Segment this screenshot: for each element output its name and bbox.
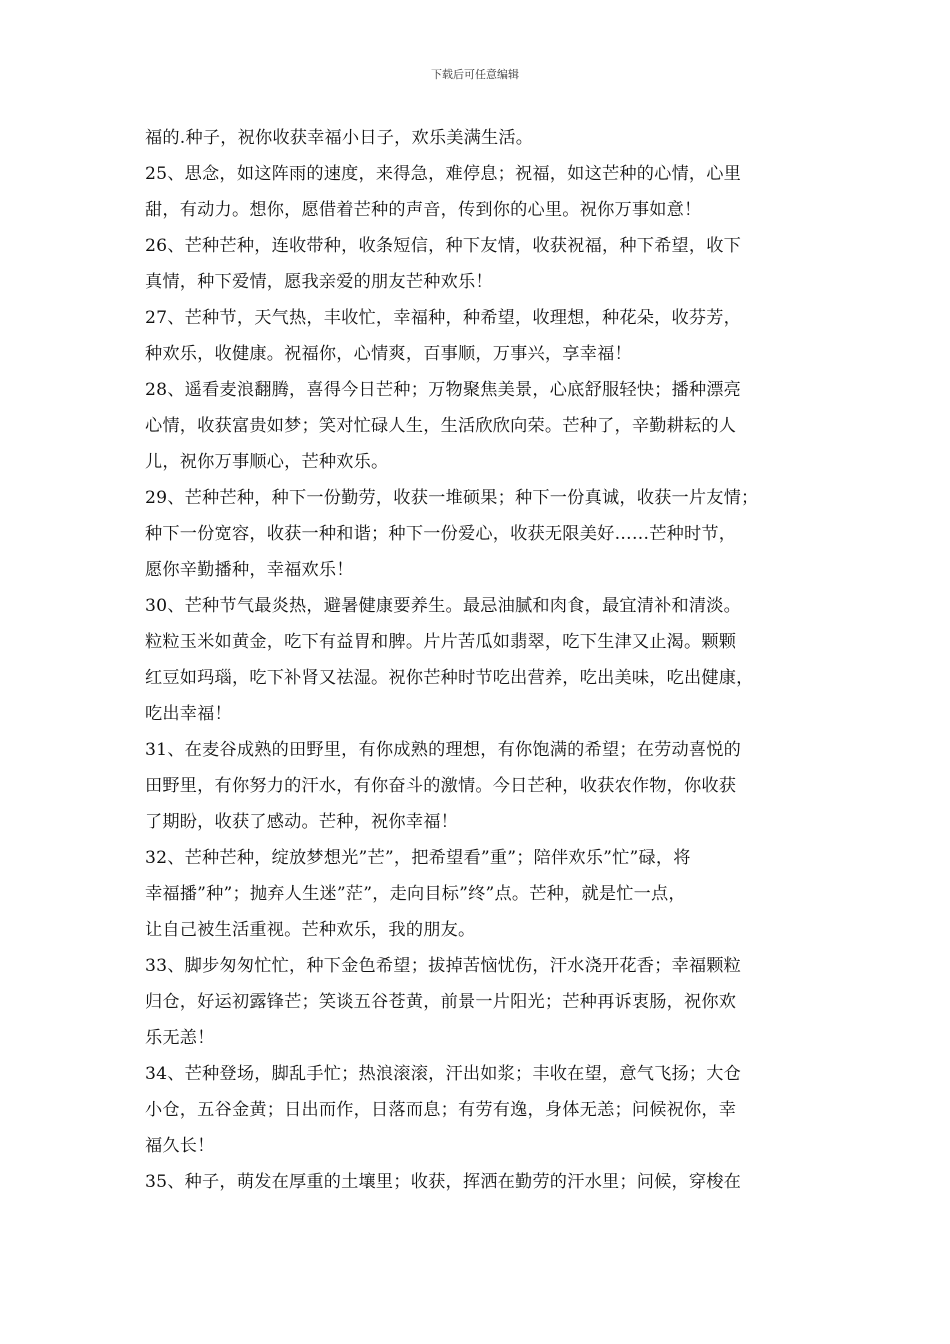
text-line: 甜，有动力。想你，愿借着芒种的声音，传到你的心里。祝你万事如意！ (145, 200, 702, 220)
text-line: 乐无恙！ (145, 1028, 215, 1048)
text-line: 34、芒种登场，脚乱手忙；热浪滚滚，汗出如浆；丰收在望，意气飞扬；大仓 (145, 1064, 742, 1084)
text-line: 心情，收获富贵如梦；笑对忙碌人生，生活欣欣向荣。芒种了，辛勤耕耘的人 (145, 416, 737, 436)
text-line: 28、遥看麦浪翻腾，喜得今日芒种；万物聚焦美景，心底舒服轻快；播种漂亮 (145, 380, 742, 400)
text-line: 30、芒种节气最炎热，避暑健康要养生。最忌油腻和肉食，最宜清补和清淡。 (145, 596, 742, 616)
text-line: 真情，种下爱情，愿我亲爱的朋友芒种欢乐！ (145, 272, 493, 292)
text-line: 32、芒种芒种，绽放梦想光”芒”，把希望看”重”；陪伴欢乐”忙”碌，将 (145, 848, 691, 868)
text-line: 福的.种子，祝你收获幸福小日子，欢乐美满生活。 (145, 128, 534, 148)
text-line: 27、芒种节，天气热，丰收忙，幸福种，种希望，收理想，种花朵，收芬芳， (145, 308, 742, 328)
text-line: 归仓，好运初露锋芒；笑谈五谷苍黄，前景一片阳光；芒种再诉衷肠，祝你欢 (145, 992, 737, 1012)
text-line: 愿你辛勤播种，幸福欢乐！ (145, 560, 354, 580)
text-line: 种下一份宽容，收获一种和谐；种下一份爱心，收获无限美好……芒种时节， (145, 524, 737, 544)
text-line: 35、种子，萌发在厚重的土壤里；收获，挥洒在勤劳的汗水里；问候，穿梭在 (145, 1172, 742, 1192)
text-line: 幸福播”种”；抛弃人生迷”茫”，走向目标”终”点。芒种，就是忙一点， (145, 884, 686, 904)
text-line: 粒粒玉米如黄金，吃下有益胃和脾。片片苦瓜如翡翠，吃下生津又止渴。颗颗 (145, 632, 737, 652)
text-line: 33、脚步匆匆忙忙，种下金色希望；拔掉苦恼忧伤，汗水浇开花香；幸福颗粒 (145, 956, 742, 976)
text-line: 让自己被生活重视。芒种欢乐，我的朋友。 (145, 920, 476, 940)
page-header: 下载后可任意编辑 (431, 68, 519, 81)
text-line: 小仓，五谷金黄；日出而作，日落而息；有劳有逸，身体无恙；问候祝你，幸 (145, 1100, 737, 1120)
text-line: 25、思念，如这阵雨的速度，来得急，难停息；祝福，如这芒种的心情，心里 (145, 164, 742, 184)
text-line: 31、在麦谷成熟的田野里，有你成熟的理想，有你饱满的希望；在劳动喜悦的 (145, 740, 742, 760)
text-line: 儿，祝你万事顺心，芒种欢乐。 (145, 452, 389, 472)
document-body (145, 120, 810, 1200)
text-line: 红豆如玛瑙，吃下补肾又祛湿。祝你芒种时节吃出营养，吃出美味，吃出健康， (145, 668, 754, 688)
text-line: 福久长！ (145, 1136, 215, 1156)
text-line: 26、芒种芒种，连收带种，收条短信，种下友情，收获祝福，种下希望，收下 (145, 236, 742, 256)
text-line: 了期盼，收获了感动。芒种，祝你幸福！ (145, 812, 458, 832)
text-line: 种欢乐，收健康。祝福你，心情爽，百事顺，万事兴，享幸福！ (145, 344, 632, 364)
text-line: 吃出幸福！ (145, 704, 232, 724)
text-line: 29、芒种芒种，种下一份勤劳，收获一堆硕果；种下一份真诚，收获一片友情； (145, 488, 759, 508)
text-line: 田野里，有你努力的汗水，有你奋斗的激情。今日芒种，收获农作物，你收获 (145, 776, 737, 796)
